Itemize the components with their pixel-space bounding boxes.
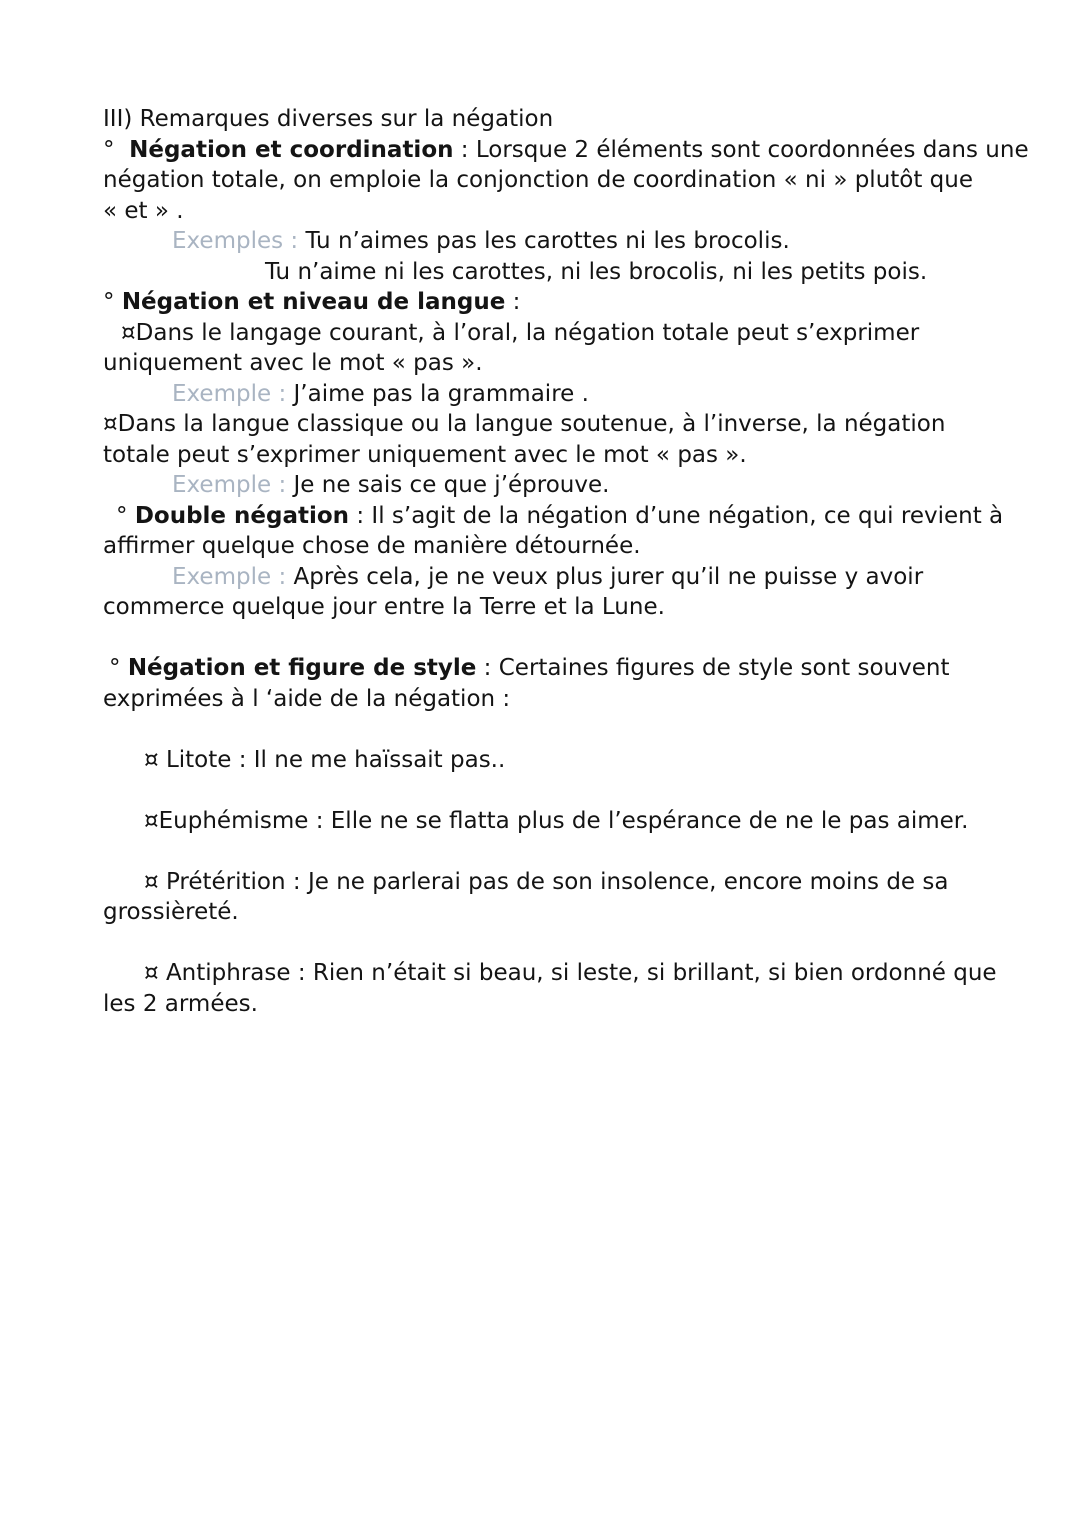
figure-preterition-1: ¤ Prétérition : Je ne parlerai pas de son insolence, encore moins de sa [144, 869, 949, 895]
coordination-line-2: négation totale, on emploie la conjonction de coordination « ni » plutôt que [103, 167, 974, 193]
niveau-example-1 [172, 379, 589, 409]
niveau-soutenu-1: ¤Dans la langue classique ou la langue soutenue, à l’inverse, la négation [103, 411, 946, 437]
niveau-heading: Négation et niveau de langue [121, 289, 506, 315]
coordination-example-1 [172, 226, 790, 256]
figure-preterition-2: grossièreté. [103, 899, 239, 925]
coordination-example-2: Tu n’aime ni les carottes, ni les brocolis, ni les petits pois. [265, 259, 928, 285]
example-text: Tu n’aimes pas les carottes ni les brocolis. [305, 228, 790, 254]
bullet-icon: ° [109, 655, 121, 681]
bullet-icon: ° [103, 289, 115, 315]
double-text: : Il s’agit de la négation d’une négation, ce qui revient à [349, 503, 1004, 529]
double-line-2: affirmer quelque chose de manière détournée. [103, 533, 641, 559]
example-text: Je ne sais ce que j’éprouve. [293, 472, 610, 498]
style-text: : Certaines figures de style sont souvent [476, 655, 950, 681]
bullet-icon: ° [103, 137, 115, 163]
bullet-icon: ° [116, 503, 128, 529]
double-line-1 [116, 501, 1003, 531]
style-line-2: exprimées à l ‘aide de la négation : [103, 686, 511, 712]
example-label: Exemple : [172, 472, 294, 498]
figure-antiphrase-2: les 2 armées. [103, 991, 258, 1017]
double-heading: Double négation [134, 503, 350, 529]
example-text: Après cela, je ne veux plus jurer qu’il ne puisse y avoir [293, 564, 924, 590]
coordination-line-3: « et » . [103, 198, 184, 224]
double-example-2: commerce quelque jour entre la Terre et la Lune. [103, 594, 665, 620]
niveau-courant-2: uniquement avec le mot « pas ». [103, 350, 483, 376]
example-label: Exemple : [172, 381, 294, 407]
coordination-heading: Négation et coordination [129, 137, 454, 163]
style-line-1 [109, 653, 949, 683]
style-heading: Négation et figure de style [127, 655, 477, 681]
niveau-heading-suffix: : [505, 289, 521, 315]
double-example-1 [172, 562, 923, 592]
figure-euphemisme: ¤Euphémisme : Elle ne se flatta plus de l’espérance de ne le pas aimer. [144, 808, 969, 834]
niveau-courant-1: ¤Dans le langage courant, à l’oral, la négation totale peut s’exprimer [121, 320, 920, 346]
figure-antiphrase-1: ¤ Antiphrase : Rien n’était si beau, si leste, si brillant, si bien ordonné que [144, 960, 997, 986]
example-text: J’aime pas la grammaire . [293, 381, 589, 407]
niveau-example-2 [172, 470, 609, 500]
figure-litote: ¤ Litote : Il ne me haïssait pas.. [144, 747, 506, 773]
coordination-text: : Lorsque 2 éléments sont coordonnées dans une [453, 137, 1029, 163]
section-title: III) Remarques diverses sur la négation [103, 106, 554, 132]
example-label: Exemple : [172, 564, 294, 590]
example-label: Exemples : [172, 228, 306, 254]
niveau-soutenu-2: totale peut s’exprimer uniquement avec le mot « pas ». [103, 442, 747, 468]
coordination-line-1 [103, 135, 1029, 165]
niveau-heading-line [103, 287, 520, 317]
